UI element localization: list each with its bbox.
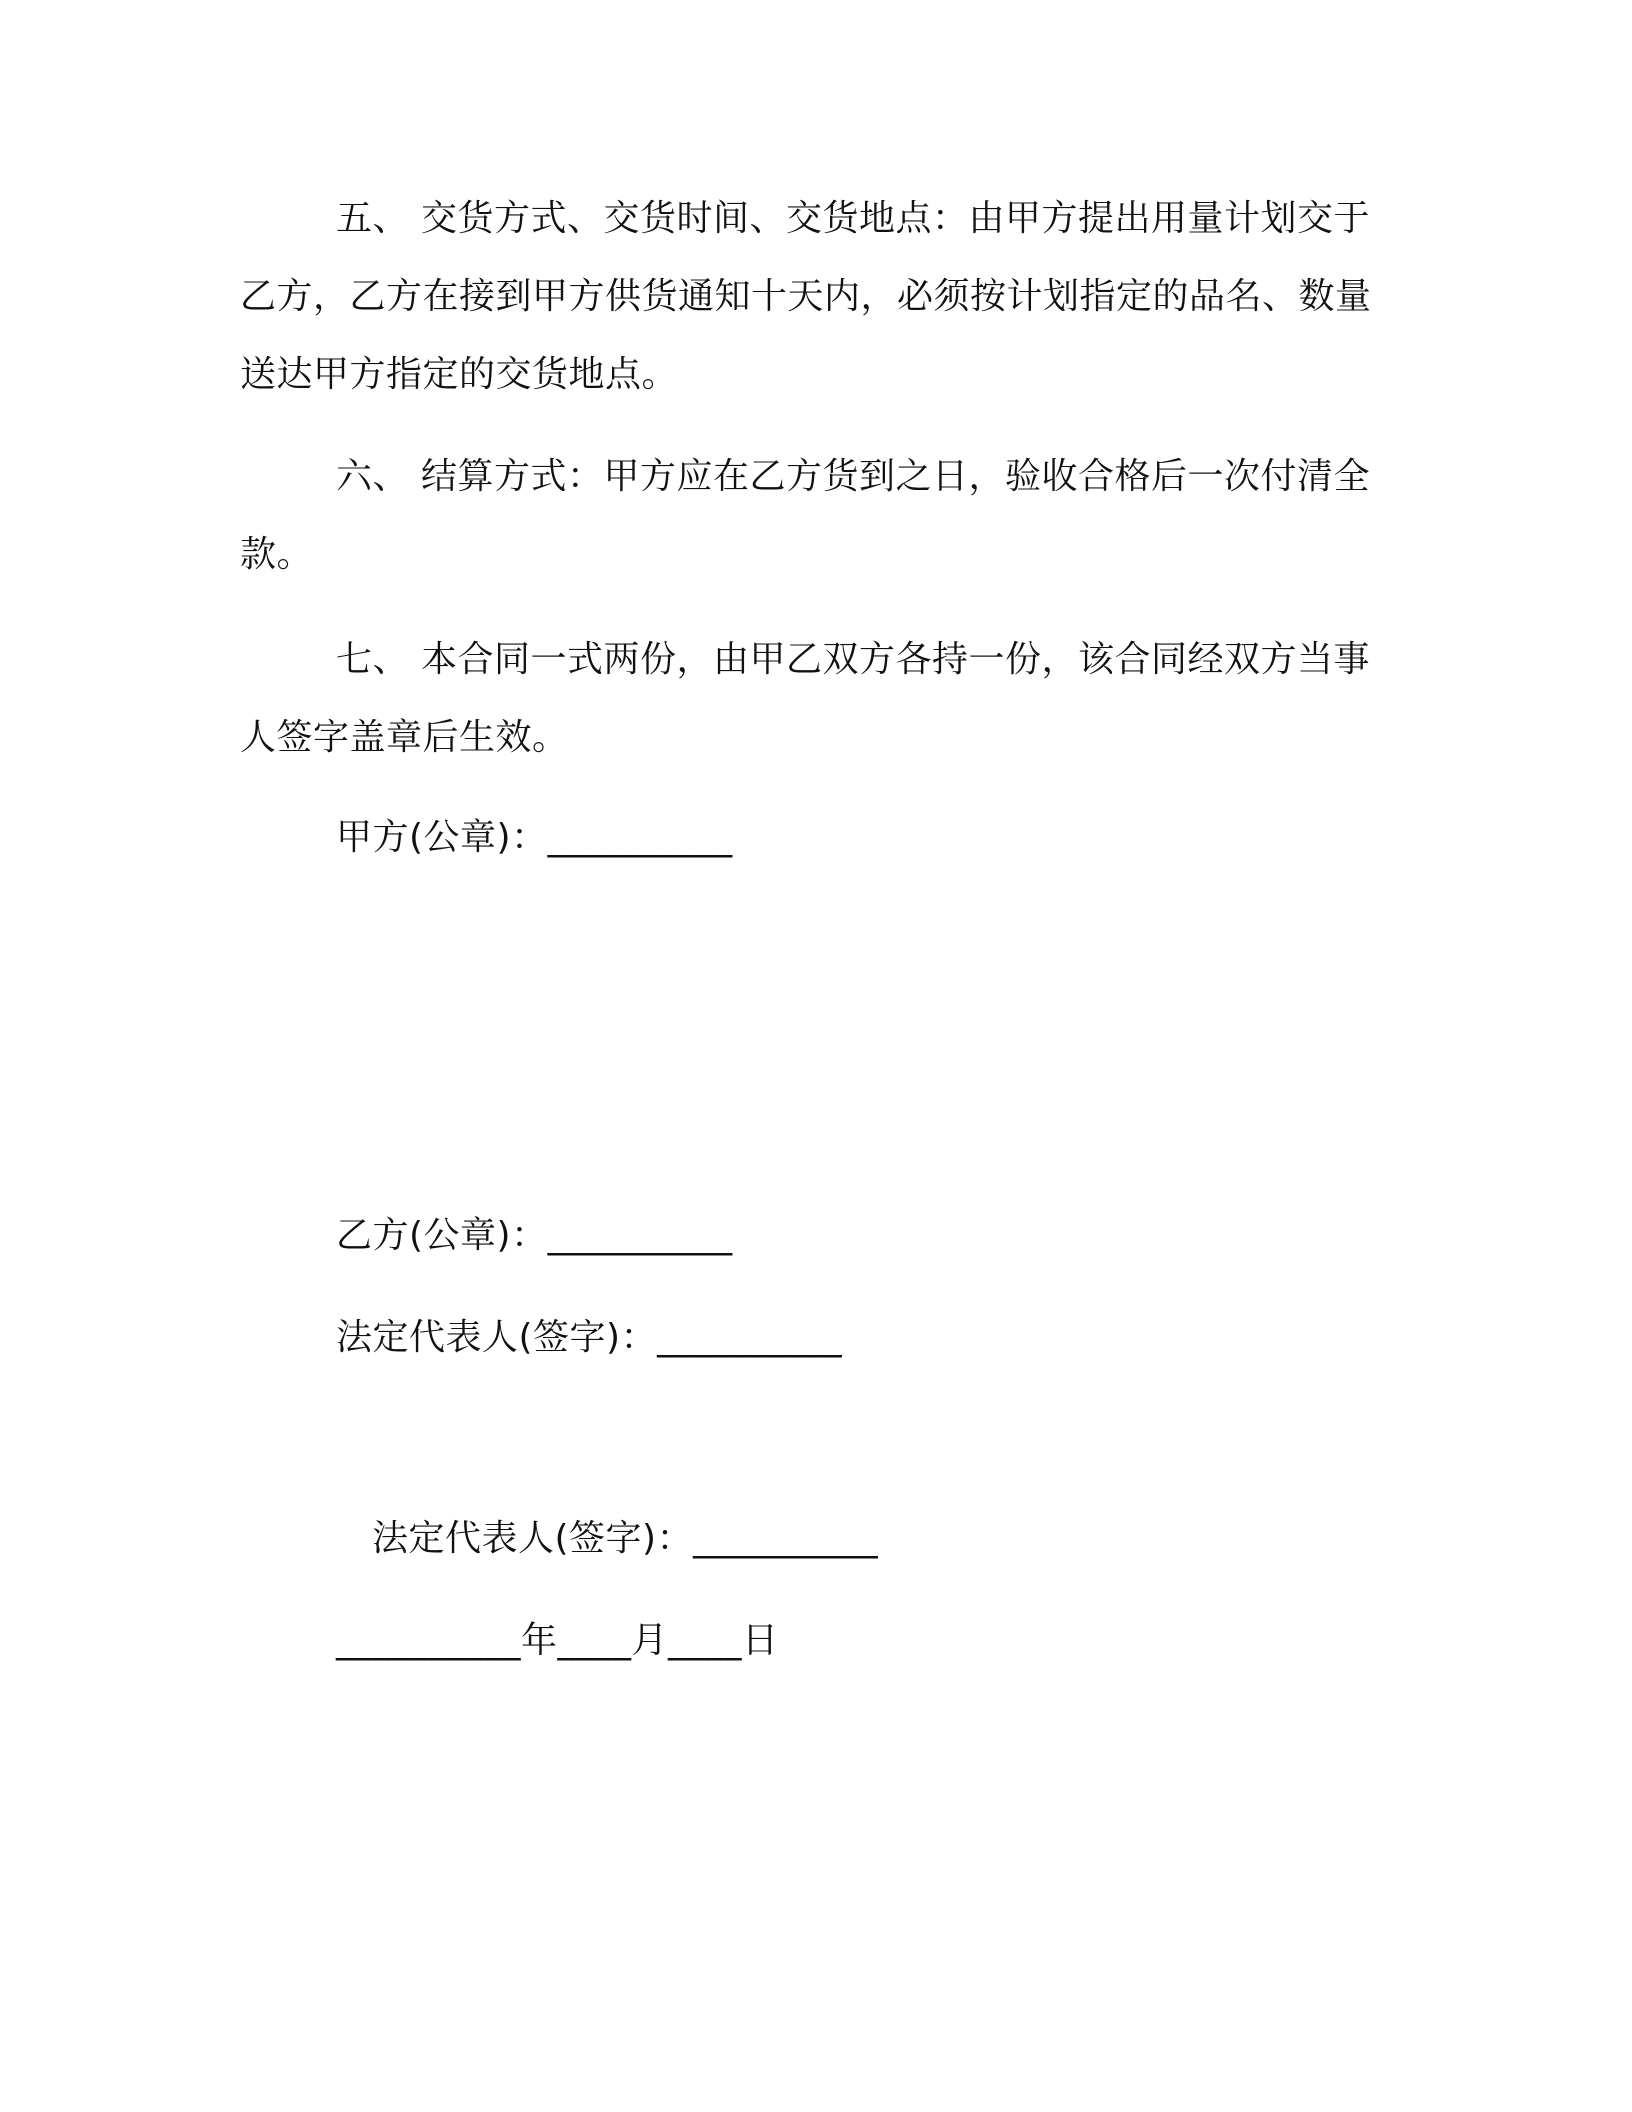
party-b-seal-line: 乙方(公章)：__________ [336, 1215, 733, 1256]
party-a-seal-line: 甲方(公章)：__________ [336, 817, 733, 858]
date-line: __________年____月____日 [336, 1620, 779, 1661]
clause-six: 六、 结算方式：甲方应在乙方货到之日，验收合格后一次付清全款。 [240, 456, 1370, 575]
clause-seven: 七、 本合同一式两份，由甲乙双方各持一份，该合同经双方当事人签字盖章后生效。 [240, 639, 1370, 758]
clause-five: 五、 交货方式、交货时间、交货地点：由甲方提出用量计划交于乙方，乙方在接到甲方供货通知十天内，必须按计划指定的品名、数量送达甲方指定的交货地点。 [240, 198, 1372, 395]
legal-representative-signature-line-2: 法定代表人(签字)：__________ [372, 1518, 879, 1559]
legal-representative-signature-line-1: 法定代表人(签字)：__________ [336, 1317, 843, 1358]
